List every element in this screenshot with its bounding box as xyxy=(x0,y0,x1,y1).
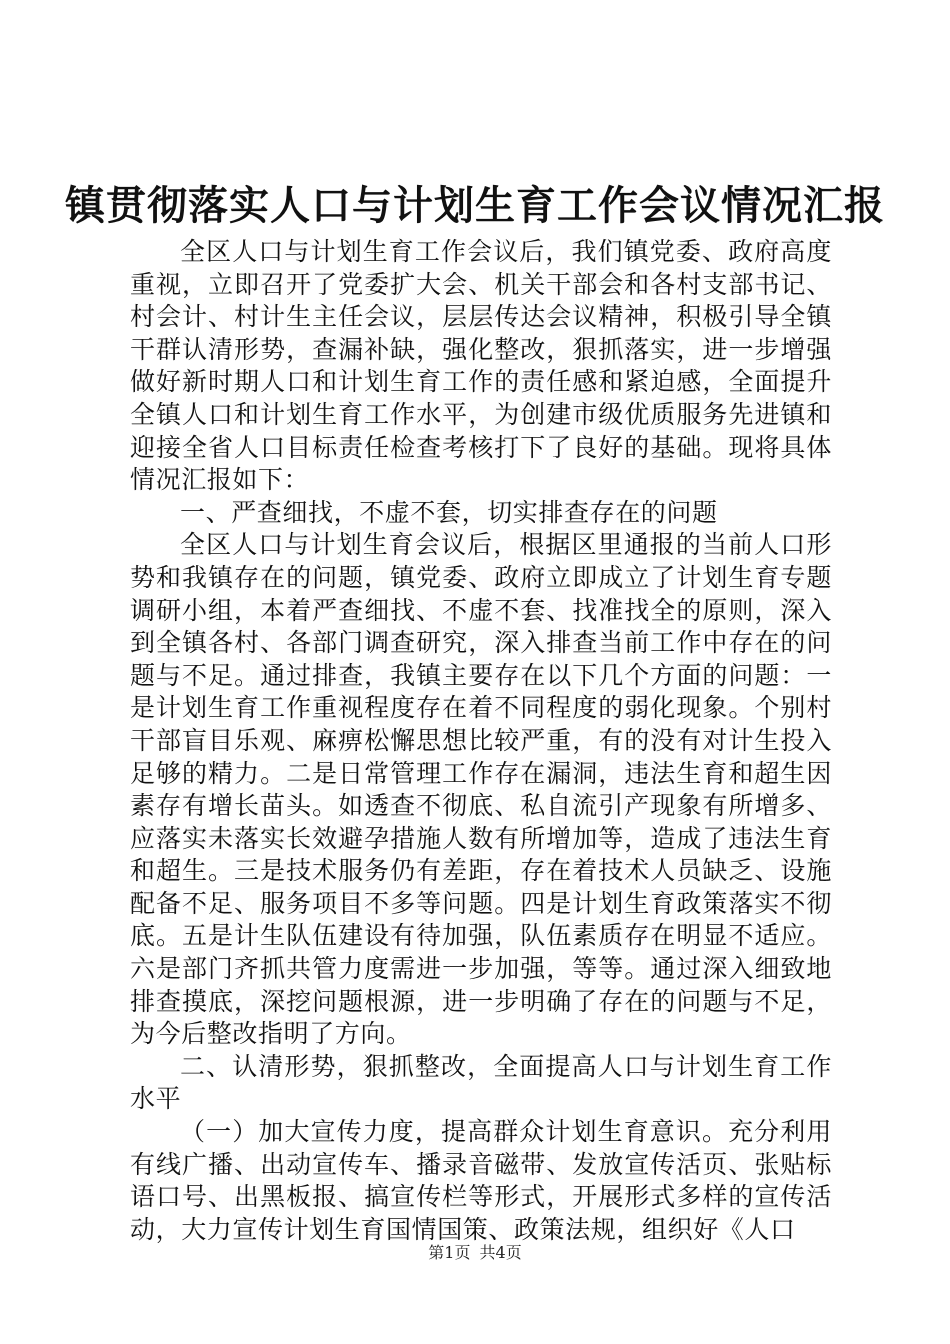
page-footer xyxy=(0,1242,950,1264)
page-number: 第1页 xyxy=(428,1243,471,1262)
section-heading-2: 二、认清形势，狠抓整改，全面提高人口与计划生育工作水平 xyxy=(130,1051,832,1114)
paragraph-intro: 全区人口与计划生育工作会议后，我们镇党委、政府高度重视，立即召开了党委扩大会、机关干部会和各村支部书记、村会计、村计生主任会议，层层传达会议精神，积极引导全镇干群认清形势，查漏补缺，强化整改，狠抓落实，进一步增强做好新时期人口和计划生育工作的责任感和紧迫感，全面提升全镇人口和计划生育工作水平，为创建市级优质服务先进镇和迎接全省人口目标责任检查考核打下了良好的基础。现将具体情况汇报如下： xyxy=(130,237,832,495)
document-title: 镇贯彻落实人口与计划生育工作会议情况汇报 xyxy=(65,182,885,229)
document-body xyxy=(130,236,832,1246)
paragraph-publicity: （一）加大宣传力度，提高群众计划生育意识。充分利用有线广播、出动宣传车、播录音磁带、发放宣传活页、张贴标语口号、出黑板报、搞宣传栏等形式，开展形式多样的宣传活动，大力宣传计划生育国情国策、政策法规，组织好《人口 xyxy=(130,1117,832,1244)
section-heading-1: 一、严查细找，不虚不套，切实排查存在的问题 xyxy=(180,497,718,527)
paragraph-problems: 全区人口与计划生育会议后，根据区里通报的当前人口形势和我镇存在的问题，镇党委、政府立即成立了计划生育专题调研小组，本着严查细找、不虚不套、找准找全的原则，深入到全镇各村、各部门调查研究，深入排查当前工作中存在的问题与不足。通过排查，我镇主要存在以下几个方面的问题：一是计划生育工作重视程度存在着不同程度的弱化现象。个别村干部盲目乐观、麻痹松懈思想比较严重，有的没有对计生投入足够的精力。二是日常管理工作存在漏洞，违法生育和超生因素存有增长苗头。如透查不彻底、私自流引产现象有所增多、应落实未落实长效避孕措施人数有所增加等，造成了违法生育和超生。三是技术服务仍有差距，存在着技术人员缺乏、设施配备不足、服务项目不多等问题。四是计划生育政策落实不彻底。五是计生队伍建设有待加强，队伍素质存在明显不适应。六是部门齐抓共管力度需进一步加强，等等。通过深入细致地排查摸底，深挖问题根源，进一步明确了存在的问题与不足，为今后整改指明了方向。 xyxy=(130,530,832,1049)
page-total: 共4页 xyxy=(479,1243,522,1262)
